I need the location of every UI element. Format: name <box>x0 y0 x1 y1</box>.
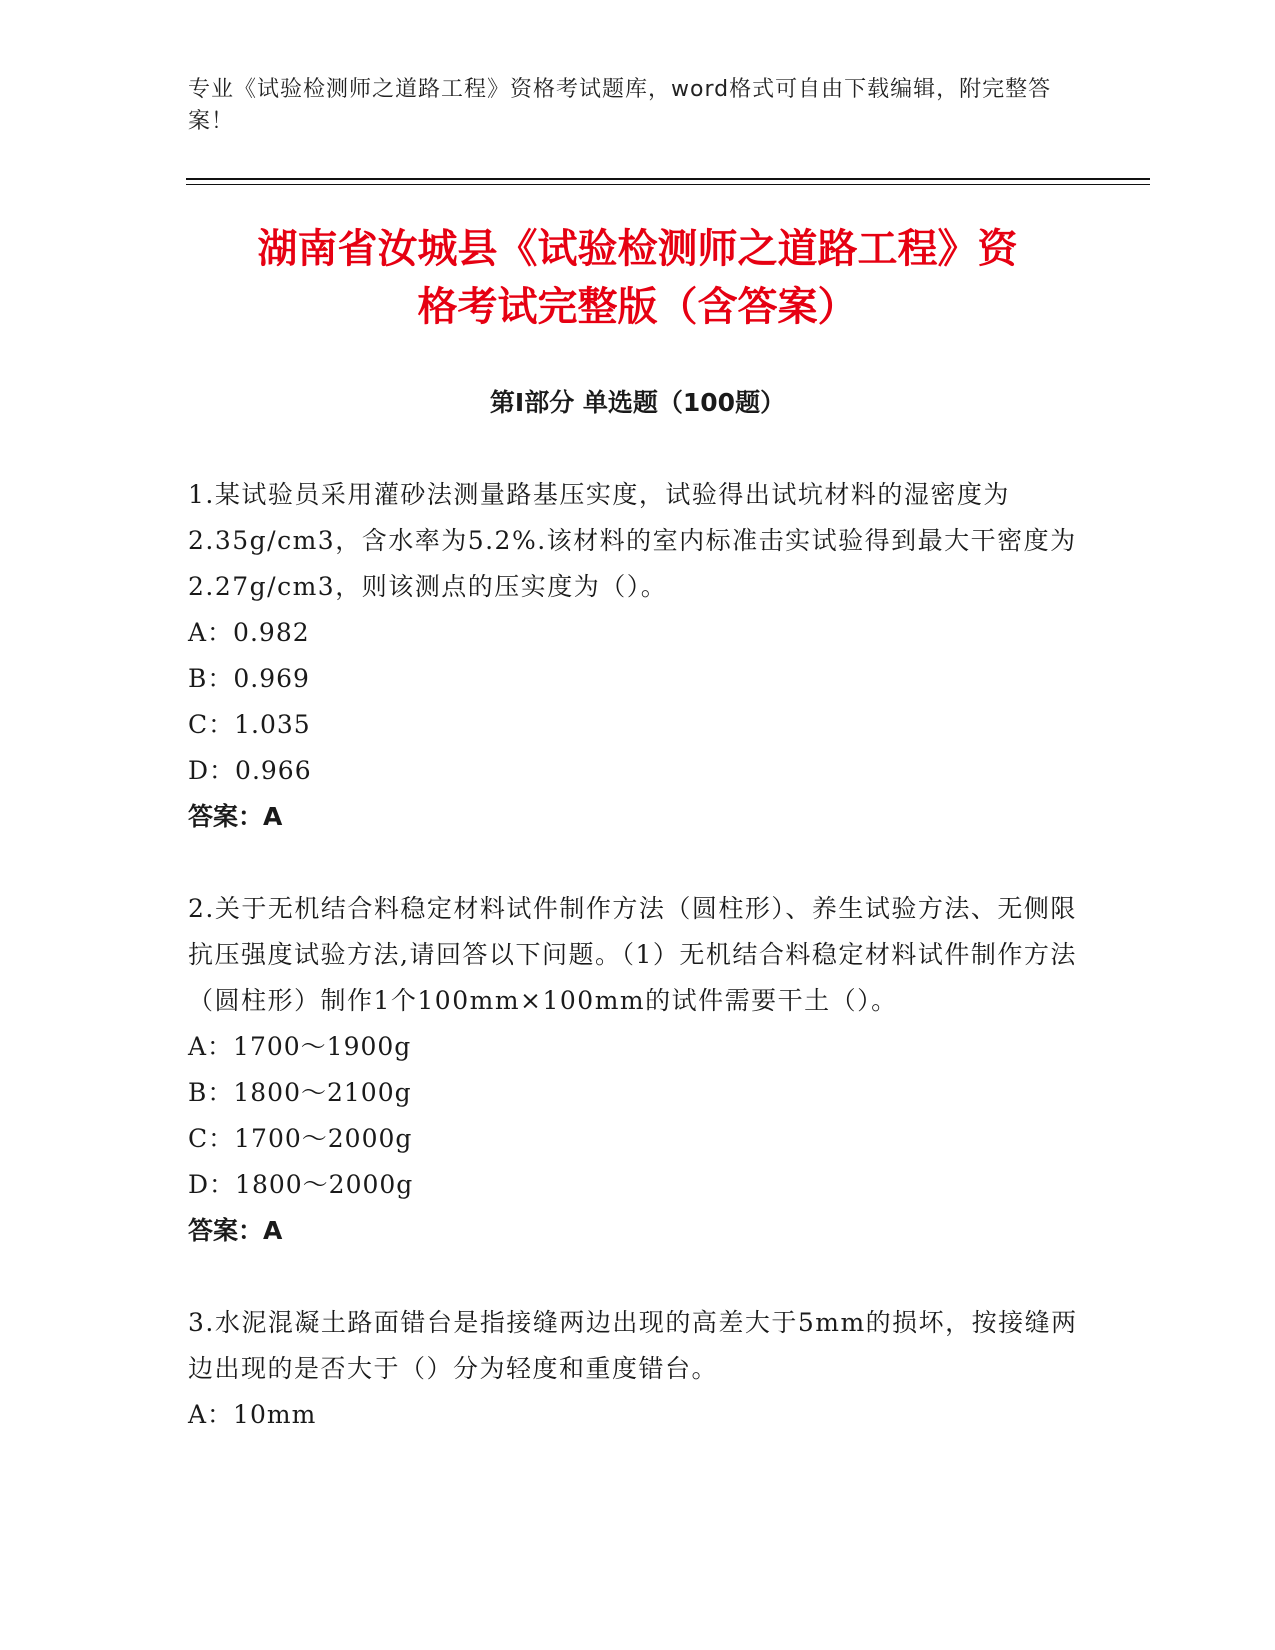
document-title-line-1: 湖南省汝城县《试验检测师之道路工程》资 <box>257 226 1018 272</box>
page-header: 专业《试验检测师之道路工程》资格考试题库，word格式可自由下载编辑，附完整答案！ <box>188 77 1052 134</box>
option-a: A：1700～1900g <box>188 1032 412 1061</box>
question-stem: 1.某试验员采用灌砂法测量路基压实度，试验得出试坑材料的湿密度为2.35g/cm3，含水率为5.2%.该材料的室内标准击实试验得到最大干密度为2.27g/cm3，则该测点的压实度为（）。 <box>188 480 1077 601</box>
option-d: D：1800～2000g <box>188 1170 414 1199</box>
option-d: D：0.966 <box>188 756 312 785</box>
header-divider <box>186 178 1150 180</box>
header-divider-thin <box>186 184 1150 185</box>
option-a: A：0.982 <box>188 618 310 647</box>
answer: 答案：A <box>188 802 283 831</box>
option-c: C：1700～2000g <box>188 1124 413 1153</box>
question-1 <box>188 472 1078 840</box>
question-stem: 3.水泥混凝土路面错台是指接缝两边出现的高差大于5mm的损坏，按接缝两边出现的是否大于（）分为轻度和重度错台。 <box>188 1308 1078 1383</box>
question-stem: 2.关于无机结合料稳定材料试件制作方法（圆柱形）、养生试验方法、无侧限抗压强度试验方法,请回答以下问题。（1）无机结合料稳定材料试件制作方法（圆柱形）制作1个100mm×100mm的试件需要干土（）。 <box>188 894 1077 1015</box>
section-heading: 第Ⅰ部分 单选题（100题） <box>489 388 786 417</box>
document-title <box>160 220 1115 336</box>
option-b: B：0.969 <box>188 664 310 693</box>
document-title-line-2: 格考试完整版（含答案） <box>417 284 858 330</box>
question-2 <box>188 886 1078 1254</box>
answer: 答案：A <box>188 1216 283 1245</box>
option-c: C：1.035 <box>188 710 311 739</box>
option-b: B：1800～2100g <box>188 1078 412 1107</box>
option-a: A：10mm <box>188 1400 317 1429</box>
question-list <box>188 472 1078 1484</box>
question-3 <box>188 1300 1078 1438</box>
